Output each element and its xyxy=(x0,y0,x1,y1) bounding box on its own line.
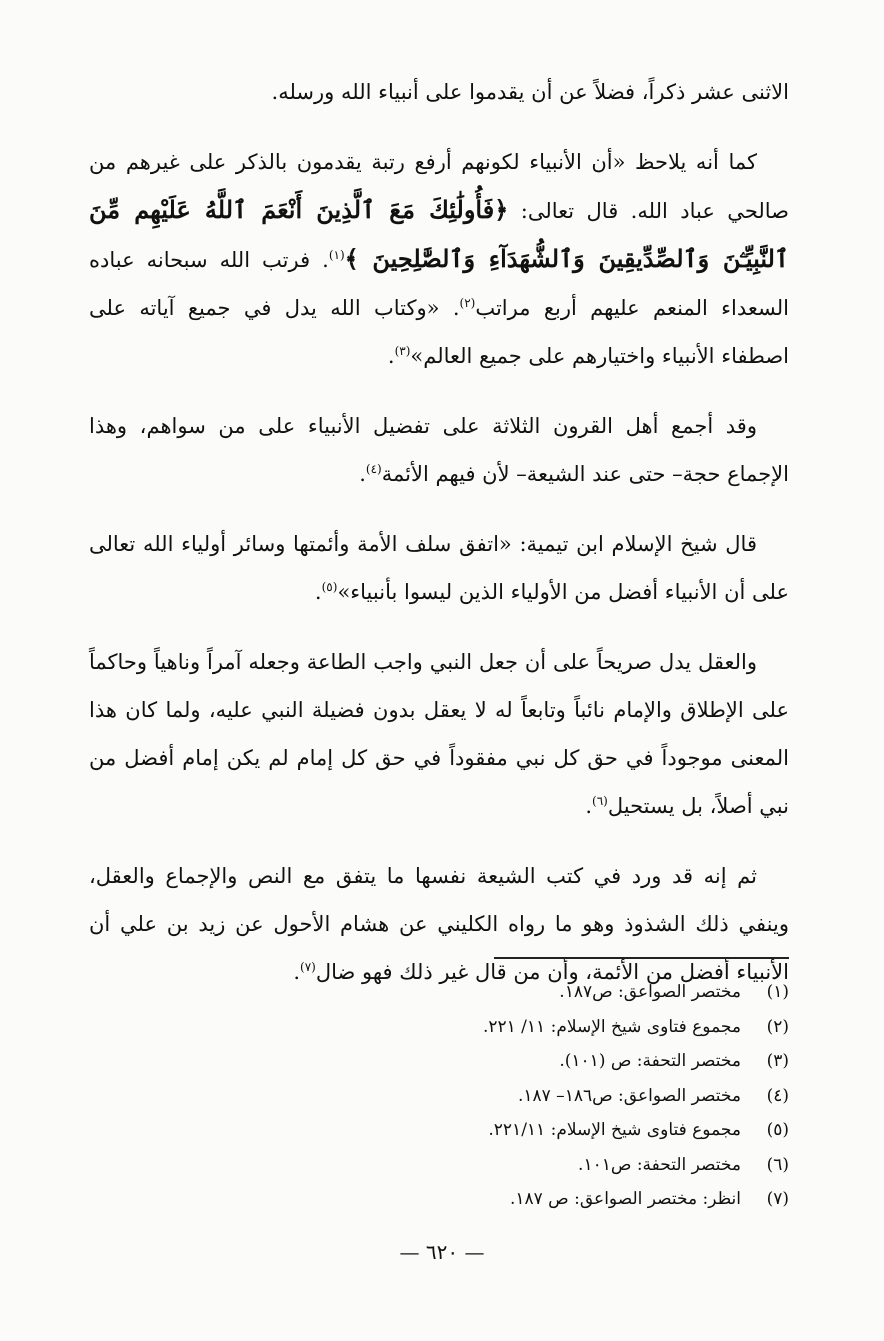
paragraph xyxy=(89,68,789,116)
paragraph-text: . xyxy=(293,960,301,984)
footnote-marker: (٧) xyxy=(300,960,316,974)
paragraph-text: . xyxy=(314,580,322,604)
main-text xyxy=(89,68,789,1018)
footnote-marker: (٥) xyxy=(321,580,338,594)
footnote-text: مختصر التحفة: ص١٠١. xyxy=(578,1154,741,1175)
footnote xyxy=(89,1182,789,1217)
page-number: — ٦٢٠ — xyxy=(399,1240,485,1264)
paragraph-text: . «وكتاب الله يدل في جميع آياته على اصطفاء الأنبياء واختيارهم على جميع العالم» xyxy=(89,296,789,368)
paragraph-text: . فرتب الله سبحانه عباده السعداء المنعم عليهم أربع مراتب xyxy=(89,248,789,320)
paragraph xyxy=(89,138,789,380)
footnote-text: مجموع فتاوى شيخ الإسلام: ٢٢١/١١. xyxy=(488,1120,741,1140)
footnote-number: (١) xyxy=(766,982,789,1002)
paragraph-text: . xyxy=(359,462,366,486)
footnote xyxy=(89,1044,789,1079)
paragraph xyxy=(89,520,789,616)
footnote-text: مختصر الصواعق: ص١٨٧. xyxy=(559,982,741,1002)
paragraph-text: قال شيخ الإسلام ابن تيمية: «اتفق سلف الأمة وأئمتها وسائر أولياء الله تعالى على أن الأنبياء أفضل من الأولياء الذين ليسوا بأنبياء» xyxy=(89,532,789,604)
footnote-text: انظر: مختصر الصواعق: ص ١٨٧. xyxy=(509,1189,741,1209)
footnote-marker: (٦) xyxy=(592,794,608,808)
paragraph-text: والعقل يدل صريحاً على أن جعل النبي واجب الطاعة وجعله آمراً وناهياً وحاكماً على الإطلاق والإمام نائباً وتابعاً له لا يعقل بدون فضيلة النبي عليه، ولما كان هذا المعنى موجوداً في حق كل نبي مفقوداً في حق كل إمام لم يكن إمام أفضل من نبي أصلاً، بل يستحيل xyxy=(89,650,789,818)
footnote-number: (٢) xyxy=(766,1016,789,1037)
paragraph-text: كما أنه يلاحظ «أن الأنبياء لكونهم أرفع رتبة يقدمون بالذكر على غيرهم من صالحي عباد الله. قال تعالى: xyxy=(89,150,789,223)
footnote-marker: (٤) xyxy=(365,462,382,476)
footnote-number: (٤) xyxy=(766,1085,789,1106)
paragraph-text: ثم إنه قد ورد في كتب الشيعة نفسها ما يتفق مع النص والإجماع والعقل، وينفي ذلك الشذوذ وهو ما رواه الكليني عن هشام الأحول عن زيد بن علي أن الأنبياء أفضل من الأئمة، وأن من قال غير ذلك فهو ضال xyxy=(89,864,789,984)
footnote-number: (٧) xyxy=(766,1189,789,1209)
paragraph-text: . xyxy=(585,794,593,818)
footnote xyxy=(89,1113,789,1148)
paragraph-text: وقد أجمع أهل القرون الثلاثة على تفضيل الأنبياء على من سواهم، وهذا الإجماع حجة– حتى عند الشيعة– لأن فيهم الأئمة xyxy=(89,414,789,486)
quran-verse: ﴿فَأُولَٰئِكَ مَعَ ٱلَّذِينَ أَنْعَمَ ٱللَّهُ عَلَيْهِم مِّنَ ٱلنَّبِيِّـۧنَ وَٱلصِّدِّيقِينَ وَٱلشُّهَدَآءِ وَٱلصَّٰلِحِينَ ﴾ xyxy=(89,195,789,273)
paragraph-text: الاثنى عشر ذكراً، فضلاً عن أن يقدموا على أنبياء الله ورسله. xyxy=(271,80,789,104)
footnote-text: مختصر التحفة: ص (١٠١). xyxy=(559,1051,741,1071)
paragraph xyxy=(89,402,789,498)
paragraph xyxy=(89,638,789,830)
footnote xyxy=(89,975,789,1010)
footnote-marker: (١) xyxy=(328,248,345,262)
footnote-text: مختصر الصواعق: ص١٨٦– ١٨٧. xyxy=(517,1085,741,1106)
footnote-divider xyxy=(494,957,789,959)
footnote-number: (٥) xyxy=(766,1120,789,1140)
footnote-number: (٦) xyxy=(766,1154,789,1175)
footnote xyxy=(89,1148,789,1183)
footnote-marker: (٣) xyxy=(394,344,411,358)
footnotes-list xyxy=(89,975,789,1217)
paragraph-text: . xyxy=(387,344,395,368)
footnote xyxy=(89,1079,789,1114)
footnote xyxy=(89,1010,789,1045)
footnote-marker: (٢) xyxy=(459,296,476,310)
footnote-text: مجموع فتاوى شيخ الإسلام: ١١/ ٢٢١. xyxy=(482,1016,741,1037)
footnote-number: (٣) xyxy=(766,1051,789,1071)
